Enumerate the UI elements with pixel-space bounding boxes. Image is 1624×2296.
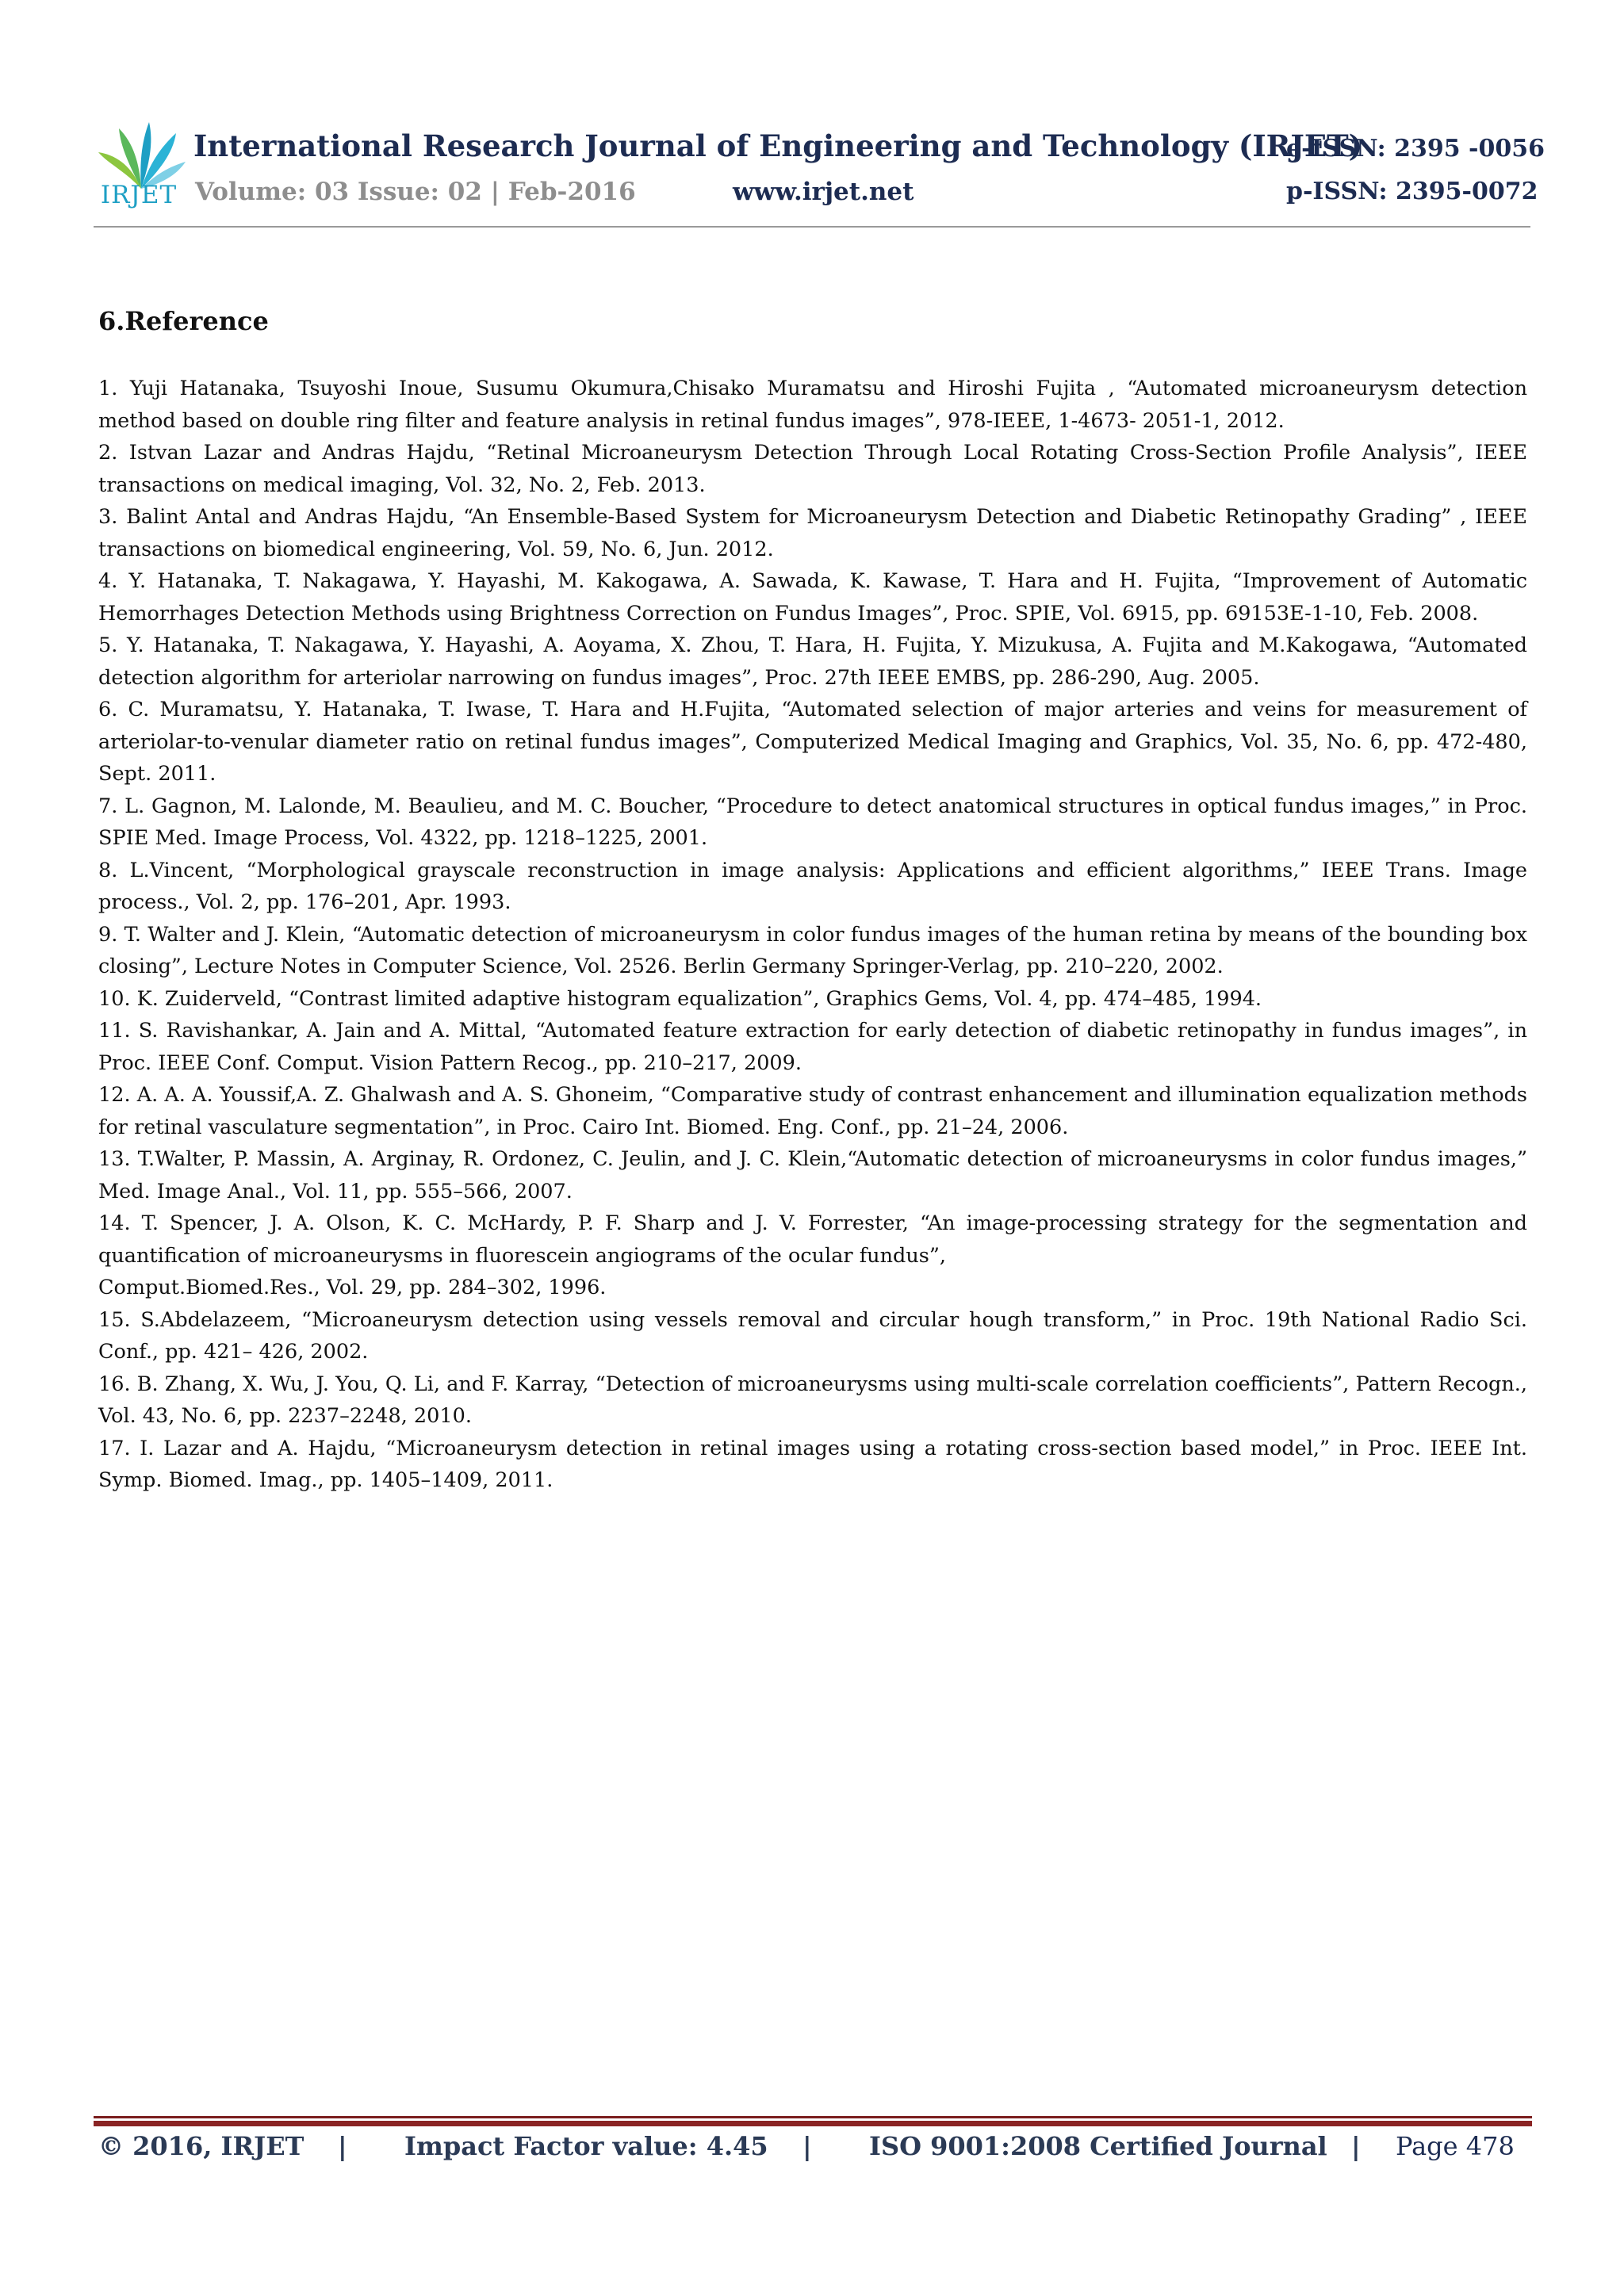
reference-item: 8. L.Vincent, “Morphological grayscale reconstruction in image analysis: Applications and efficient algorithms,” IEEE Trans. Image process., Vol. 2, pp. 176–201, Apr. 1993. xyxy=(98,858,1527,914)
reference-item: 4. Y. Hatanaka, T. Nakagawa, Y. Hayashi, M. Kakogawa, A. Sawada, K. Kawase, T. Hara and H. Fujita, “Improvement of Automatic Hemorrhages Detection Methods using Brightness Correction on Fundus Images”, Proc. SPIE, Vol. 6915, pp. 69153E-1-10, Feb. 2008. xyxy=(98,569,1527,626)
reference-item: 11. S. Ravishankar, A. Jain and A. Mittal, “Automated feature extraction for early detection of diabetic retinopathy in fundus images”, in Proc. IEEE Conf. Comput. Vision Pattern Recog., pp. 210–217, 2009. xyxy=(98,1019,1527,1075)
reference-item: 16. B. Zhang, X. Wu, J. You, Q. Li, and F. Karray, “Detection of microaneurysms using multi-scale correlation coefficients”, Pattern Recogn., Vol. 43, No. 6, pp. 2237–2248, 2010. xyxy=(98,1372,1527,1428)
journal-title: International Research Journal of Engineering and Technology (IRJET) xyxy=(193,128,1363,163)
reference-item: 7. L. Gagnon, M. Lalonde, M. Beaulieu, and M. C. Boucher, “Procedure to detect anatomical structures in optical fundus images,” in Proc. SPIE Med. Image Process, Vol. 4322, pp. 1218–1225, 2001. xyxy=(98,794,1527,850)
reference-item: 2. Istvan Lazar and Andras Hajdu, “Retinal Microaneurysm Detection Through Local Rotating Cross-Section Profile Analysis”, IEEE transactions on medical imaging, Vol. 32, No. 2, Feb. 2013. xyxy=(98,441,1527,497)
reference-item: 13. T.Walter, P. Massin, A. Arginay, R. Ordonez, C. Jeulin, and J. C. Klein,“Automatic detection of microaneurysms in color fundus images,” Med. Image Anal., Vol. 11, pp. 555–566, 2007. xyxy=(98,1147,1527,1203)
volume-info: Volume: 03 Issue: 02 | Feb-2016 xyxy=(195,178,636,206)
reference-item: 6. C. Muramatsu, Y. Hatanaka, T. Iwase, T. Hara and H.Fujita, “Automated selection of major arteries and veins for measurement of arteriolar-to-venular diameter ratio on retinal fundus images”, Computerized Medical Imaging and Graphics, Vol. 35, No. 6, pp. 472-480, Sept. 2011. xyxy=(98,698,1527,786)
page-footer xyxy=(98,2131,1515,2166)
reference-item: 3. Balint Antal and Andras Hajdu, “An Ensemble-Based System for Microaneurysm Detection and Diabetic Retinopathy Grading” , IEEE transactions on biomedical engineering, Vol. 59, No. 6, Jun. 2012. xyxy=(98,505,1527,561)
reference-item: 9. T. Walter and J. Klein, “Automatic detection of microaneurysm in color fundus images of the human retina by means of the bounding box closing”, Lecture Notes in Computer Science, Vol. 2526. Berlin Germany Springer-Verlag, pp. 210–220, 2002. xyxy=(98,922,1527,978)
footer-separator: | xyxy=(802,2131,812,2161)
e-issn: e-ISSN: 2395 -0056 xyxy=(1286,135,1545,163)
logo-text: IRJET xyxy=(100,181,178,209)
footer-separator: | xyxy=(338,2131,347,2161)
footer-copyright: © 2016, IRJET xyxy=(98,2131,304,2161)
reference-item: 1. Yuji Hatanaka, Tsuyoshi Inoue, Susumu Okumura,Chisako Muramatsu and Hiroshi Fujita , “Automated microaneurysm detection method based on double ring filter and feature analysis in retinal fundus images”, 978-IEEE, 1-4673- 2051-1, 2012. xyxy=(98,377,1527,433)
section-heading: 6.Reference xyxy=(98,306,269,336)
website-link[interactable]: www.irjet.net xyxy=(733,178,914,206)
reference-item: 12. A. A. A. Youssif,A. Z. Ghalwash and A. S. Ghoneim, “Comparative study of contrast enhancement and illumination equalization methods for retinal vasculature segmentation”, in Proc. Cairo Int. Biomed. Eng. Conf., pp. 21–24, 2006. xyxy=(98,1083,1527,1139)
reference-item: 14. T. Spencer, J. A. Olson, K. C. McHardy, P. F. Sharp and J. V. Forrester, “An image-processing strategy for the segmentation and quantification of microaneurysms in fluorescein angiograms of the ocular fundus”, xyxy=(98,1211,1527,1268)
footer-iso-certification: ISO 9001:2008 Certified Journal xyxy=(869,2131,1327,2161)
reference-item: 15. S.Abdelazeem, “Microaneurysm detection using vessels removal and circular hough transform,” in Proc. 19th National Radio Sci. Conf., pp. 421– 426, 2002. xyxy=(98,1307,1527,1364)
footer-rule-thin xyxy=(94,2116,1532,2118)
reference-list xyxy=(98,373,1527,1497)
reference-item: 10. K. Zuiderveld, “Contrast limited adaptive histogram equalization”, Graphics Gems, Vol. 4, pp. 474–485, 1994. xyxy=(98,986,1262,1011)
reference-item: 5. Y. Hatanaka, T. Nakagawa, Y. Hayashi, A. Aoyama, X. Zhou, T. Hara, H. Fujita, Y. Mizukusa, A. Fujita and M.Kakogawa, “Automated detection algorithm for arteriolar narrowing on fundus images”, Proc. 27th IEEE EMBS, pp. 286-290, Aug. 2005. xyxy=(98,633,1527,690)
footer-impact-factor: Impact Factor value: 4.45 xyxy=(404,2131,768,2161)
footer-rule-thick xyxy=(94,2121,1532,2126)
header-divider xyxy=(94,226,1530,228)
page-number: Page 478 xyxy=(1396,2131,1515,2161)
p-issn: p-ISSN: 2395-0072 xyxy=(1286,178,1538,205)
reference-item: 17. I. Lazar and A. Hajdu, “Microaneurysm detection in retinal images using a rotating cross-section based model,” in Proc. IEEE Int. Symp. Biomed. Imag., pp. 1405–1409, 2011. xyxy=(98,1436,1527,1492)
reference-item: Comput.Biomed.Res., Vol. 29, pp. 284–302, 1996. xyxy=(98,1276,607,1299)
footer-separator: | xyxy=(1351,2131,1361,2161)
